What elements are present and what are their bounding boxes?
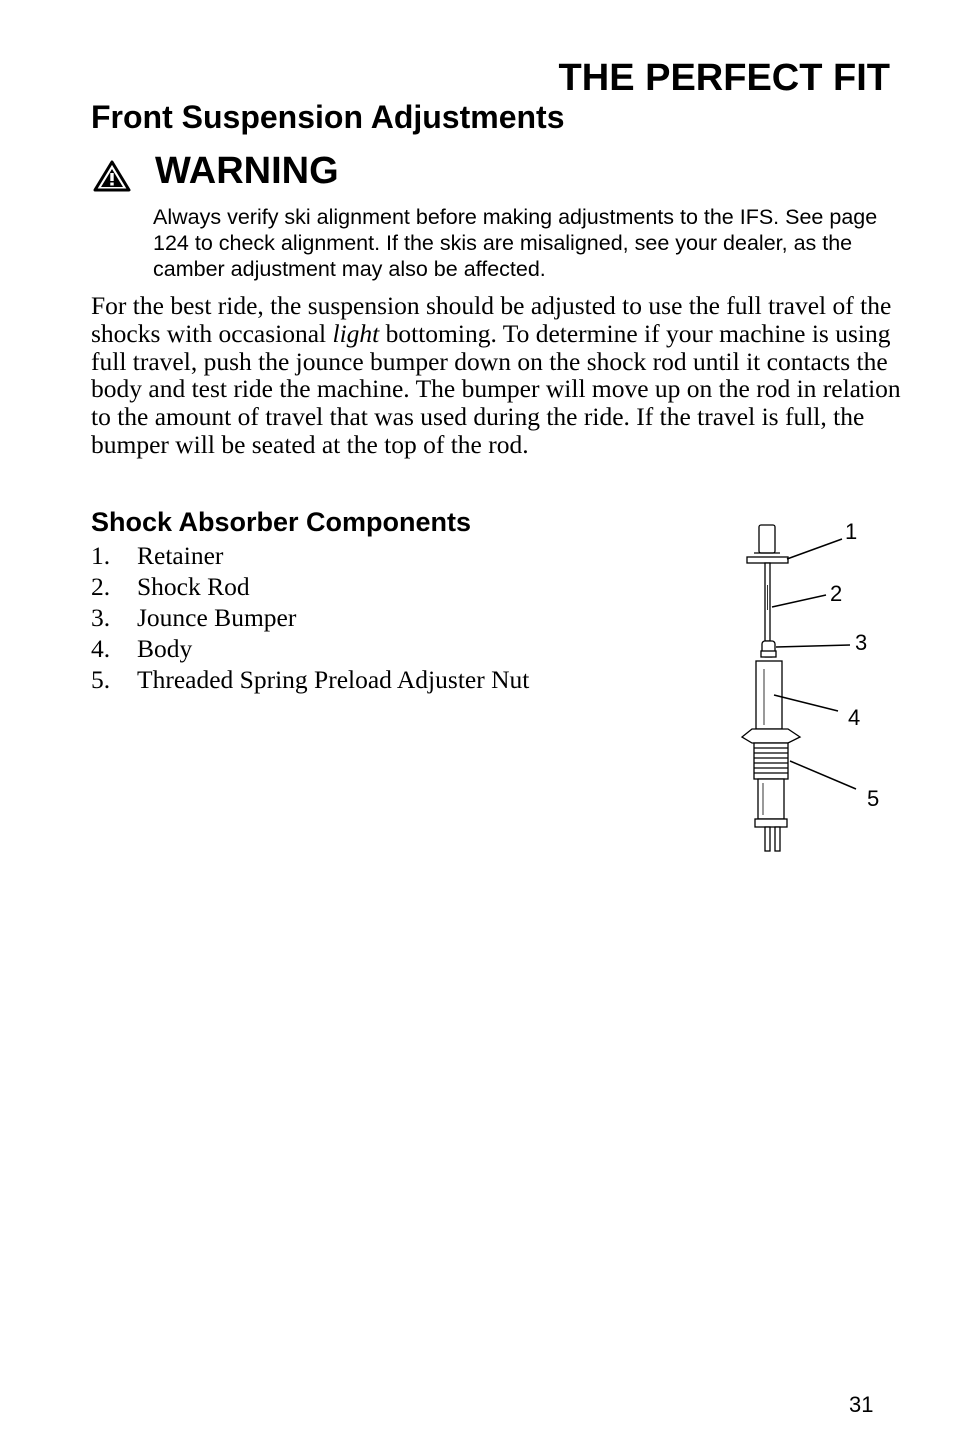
callout-3: 3 xyxy=(855,630,868,655)
list-item-label: Body xyxy=(137,634,193,663)
list-item-label: Threaded Spring Preload Adjuster Nut xyxy=(137,665,530,694)
retainer-plate xyxy=(747,557,788,563)
intro-emphasis: light xyxy=(332,318,380,348)
callout-4: 4 xyxy=(848,705,861,730)
list-item xyxy=(91,540,529,571)
list-item-number: 2. xyxy=(91,572,111,601)
shock-body xyxy=(756,661,782,729)
list-item-label: Jounce Bumper xyxy=(137,603,297,632)
list-item-number: 5. xyxy=(91,665,111,694)
list-item-number: 3. xyxy=(91,603,111,632)
intro-text-1: For the best ride, the suspension should be adjusted to use the full travel of the shocks with occasional xyxy=(91,291,892,348)
list-item xyxy=(91,664,529,695)
retainer-cap xyxy=(759,525,775,553)
list-item-label: Retainer xyxy=(137,541,224,570)
list-item-number: 1. xyxy=(91,541,111,570)
intro-text-2: bottoming. To determine if your machine is using full travel, push the jounce bumper down on the shock rod until it contacts the body and test ride the machine. The bumper will move up on the rod in relation to the amount of travel that was used during the ride. If the travel is full, the bumper will be seated at the top of the rod. xyxy=(91,318,901,459)
components-heading: Shock Absorber Components xyxy=(91,507,472,537)
callout-5: 5 xyxy=(867,786,880,811)
page-number: 31 xyxy=(849,1392,874,1417)
warning-title: WARNING xyxy=(155,150,339,192)
callout-2: 2 xyxy=(830,581,843,606)
page-header-title: THE PERFECT FIT xyxy=(558,57,890,99)
list-item xyxy=(91,571,529,602)
warning-body: Always verify ski alignment before making adjustments to the IFS. See page 124 to check alignment. If the skis are misaligned, see your dealer, as the camber adjustment may also be affected. xyxy=(153,205,878,281)
list-item xyxy=(91,602,529,633)
shock-absorber-diagram xyxy=(730,515,900,860)
components-list xyxy=(91,540,529,695)
callout-1: 1 xyxy=(845,519,858,544)
warning-triangle-icon xyxy=(93,160,131,192)
list-item xyxy=(91,633,529,664)
adjuster-nut xyxy=(742,729,800,743)
intro-paragraph xyxy=(91,292,901,459)
list-item-label: Shock Rod xyxy=(137,572,250,601)
section-title: Front Suspension Adjustments xyxy=(91,99,565,135)
list-item-number: 4. xyxy=(91,634,111,663)
